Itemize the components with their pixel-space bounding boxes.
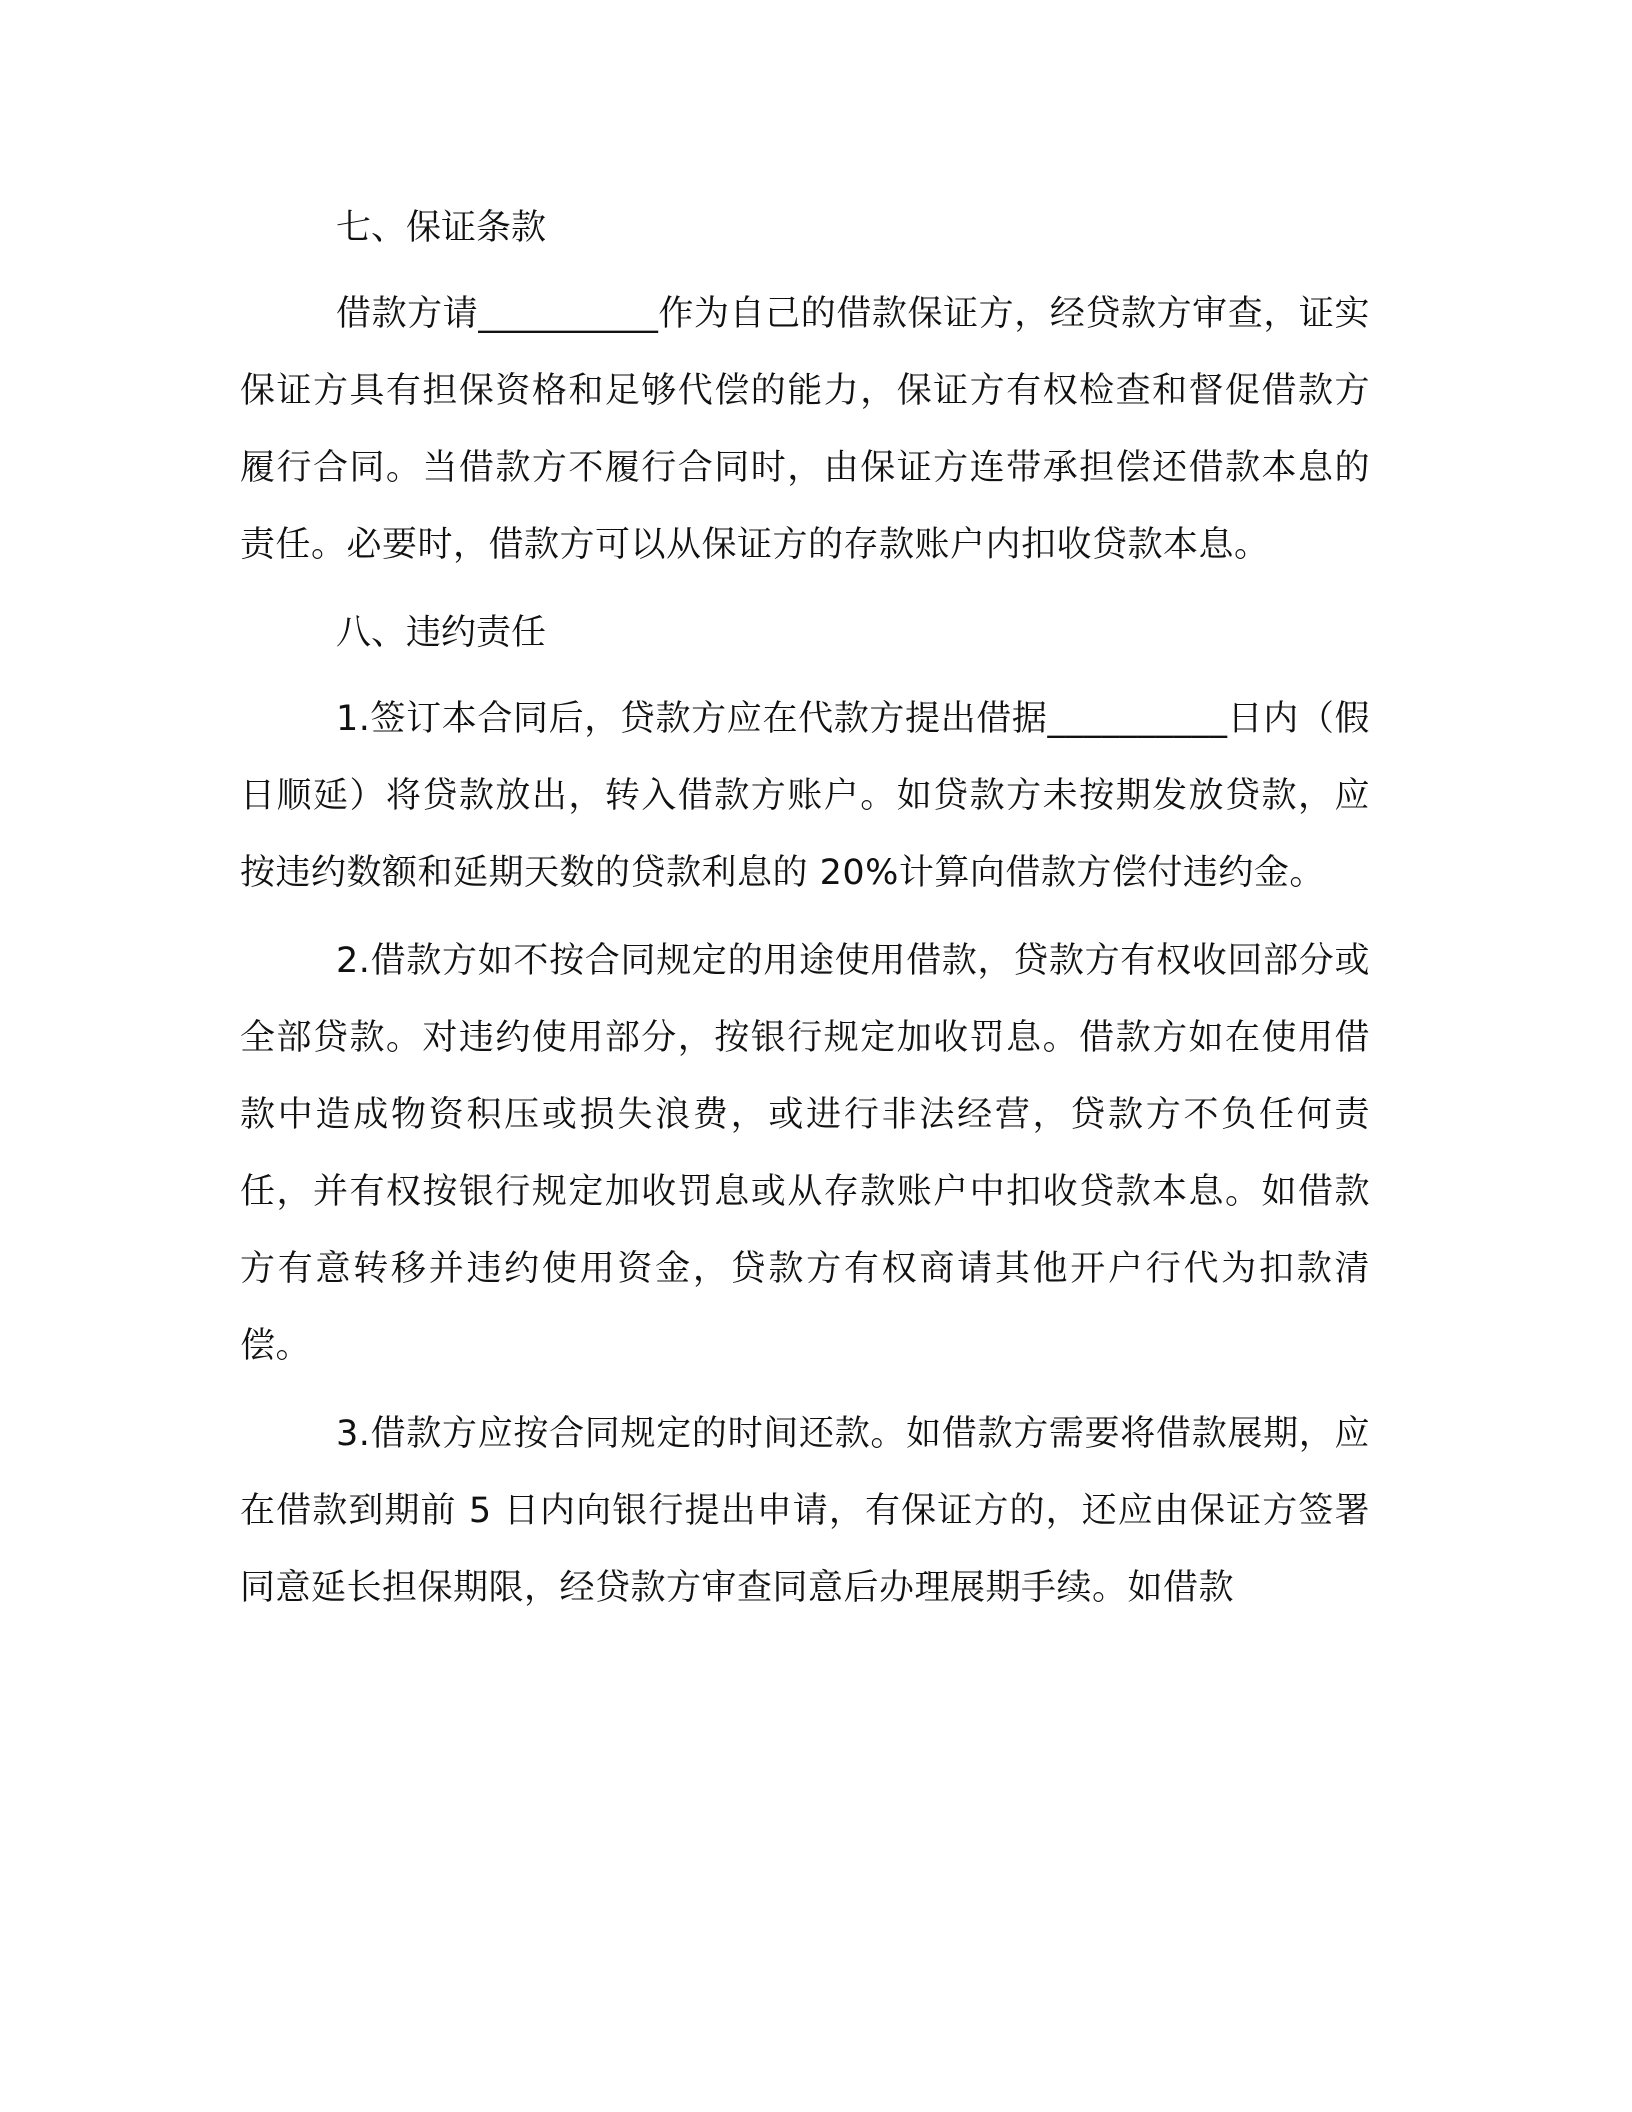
liability-item-3: 3.借款方应按合同规定的时间还款。如借款方需要将借款展期，应在借款到期前 5 日内向银行提出申请，有保证方的，还应由保证方签署同意延长担保期限，经贷款方审查同意后办理展期手续。如借款 xyxy=(240,1414,1370,1608)
liability-item-1: 1.签订本合同后，贷款方应在代款方提出借据__________日内（假日顺延）将贷款放出，转入借款方账户。如贷款方未按期发放贷款，应按违约数额和延期天数的贷款利息的 20%计算向借款方偿付违约金。 xyxy=(240,699,1370,893)
section-heading-liability: 八、违约责任 xyxy=(336,613,547,653)
guarantee-paragraph: 借款方请__________作为自己的借款保证方，经贷款方审查，证实保证方具有担保资格和足够代偿的能力，保证方有权检查和督促借款方履行合同。当借款方不履行合同时，由保证方连带承担偿还借款本息的责任。必要时，借款方可以从保证方的存款账户内扣收贷款本息。 xyxy=(240,294,1370,565)
section-heading-guarantee: 七、保证条款 xyxy=(336,208,547,248)
document-page xyxy=(240,190,1370,1627)
liability-item-2: 2.借款方如不按合同规定的用途使用借款，贷款方有权收回部分或全部贷款。对违约使用部分，按银行规定加收罚息。借款方如在使用借款中造成物资积压或损失浪费，或进行非法经营，贷款方不负任何责任，并有权按银行规定加收罚息或从存款账户中扣收贷款本息。如借款方有意转移并违约使用资金，贷款方有权商请其他开户行代为扣款清偿。 xyxy=(240,941,1370,1366)
